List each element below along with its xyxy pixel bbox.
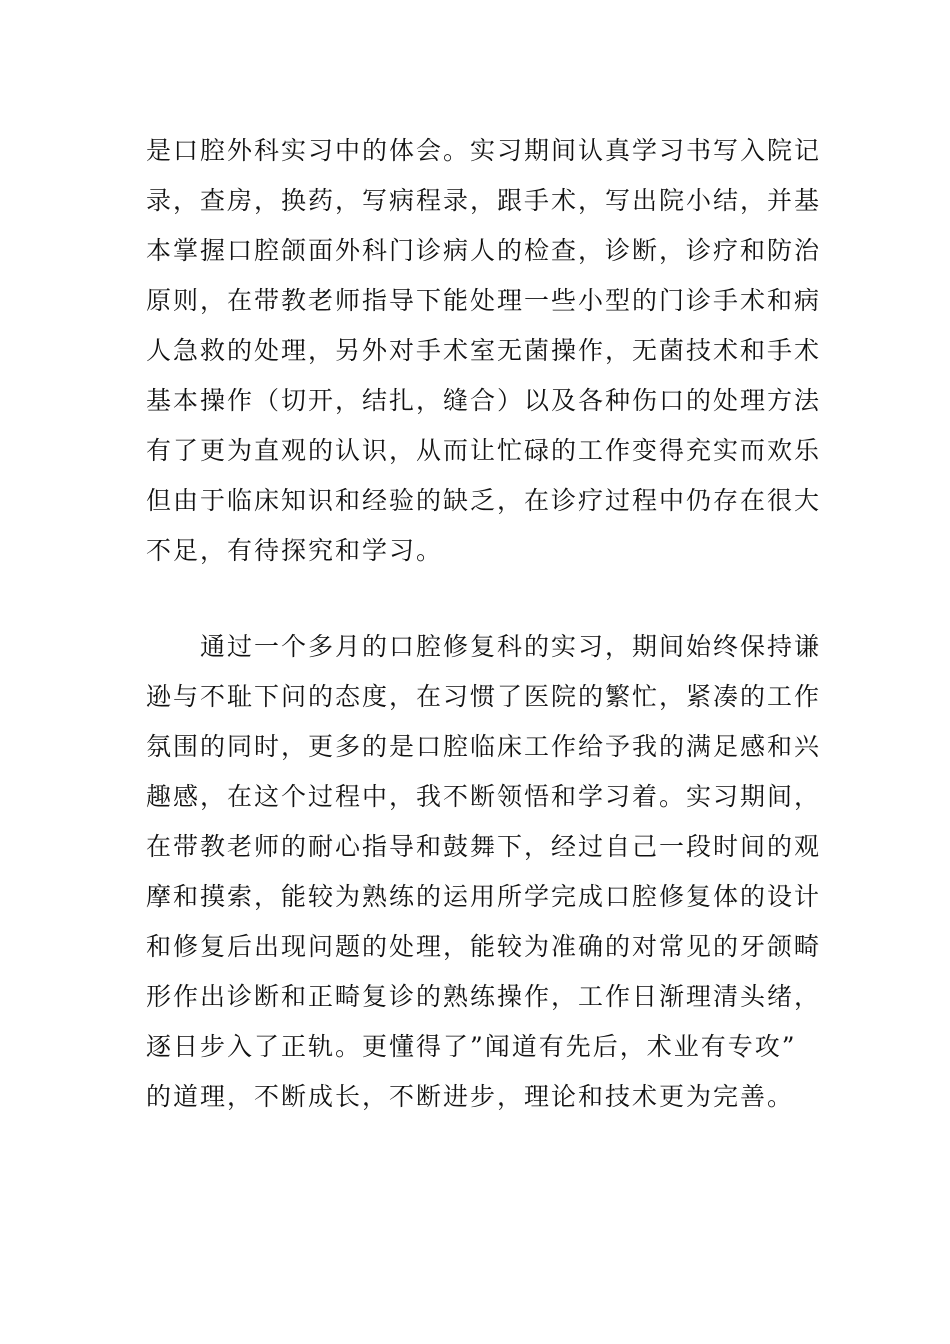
text-line: 本掌握口腔颌面外科门诊病人的检查，诊断，诊疗和防治: [146, 236, 822, 265]
text-line: 趣感，在这个过程中，我不断领悟和学习着。实习期间，: [146, 782, 822, 811]
text-line: 但由于临床知识和经验的缺乏，在诊疗过程中仍存在很大: [146, 486, 822, 515]
text-line: 形作出诊断和正畸复诊的熟练操作，工作日渐理清头绪，: [146, 982, 822, 1011]
text-line: 在带教老师的耐心指导和鼓舞下，经过自己一段时间的观: [146, 832, 822, 861]
paragraph-oral-surgery: [146, 126, 822, 576]
text-line: 摩和摸索，能较为熟练的运用所学完成口腔修复体的设计: [146, 882, 822, 911]
text-line: 是口腔外科实习中的体会。实习期间认真学习书写入院记: [146, 136, 822, 165]
text-line: 通过一个多月的口腔修复科的实习，期间始终保持谦: [146, 632, 822, 661]
text-line: 逊与不耻下问的态度，在习惯了医院的繁忙，紧凑的工作: [146, 682, 822, 711]
text-line: 氛围的同时，更多的是口腔临床工作给予我的满足感和兴: [146, 732, 822, 761]
text-line: 逐日步入了正轨。更懂得了”闻道有先后，术业有专攻”: [146, 1032, 797, 1061]
text-line: 基本操作（切开，结扎，缝合）以及各种伤口的处理方法: [146, 386, 822, 415]
paragraph-prosthodontics: [146, 622, 822, 1122]
text-line: 录，查房，换药，写病程录，跟手术，写出院小结，并基: [146, 186, 822, 215]
text-line: 的道理，不断成长，不断进步，理论和技术更为完善。: [146, 1082, 795, 1111]
text-line: 原则，在带教老师指导下能处理一些小型的门诊手术和病: [146, 286, 822, 315]
text-line: 有了更为直观的认识，从而让忙碌的工作变得充实而欢乐: [146, 436, 822, 465]
text-line: 和修复后出现问题的处理，能较为准确的对常见的牙颌畸: [146, 932, 822, 961]
text-line: 不足，有待探究和学习。: [146, 536, 444, 565]
text-line: 人急救的处理，另外对手术室无菌操作，无菌技术和手术: [146, 336, 822, 365]
